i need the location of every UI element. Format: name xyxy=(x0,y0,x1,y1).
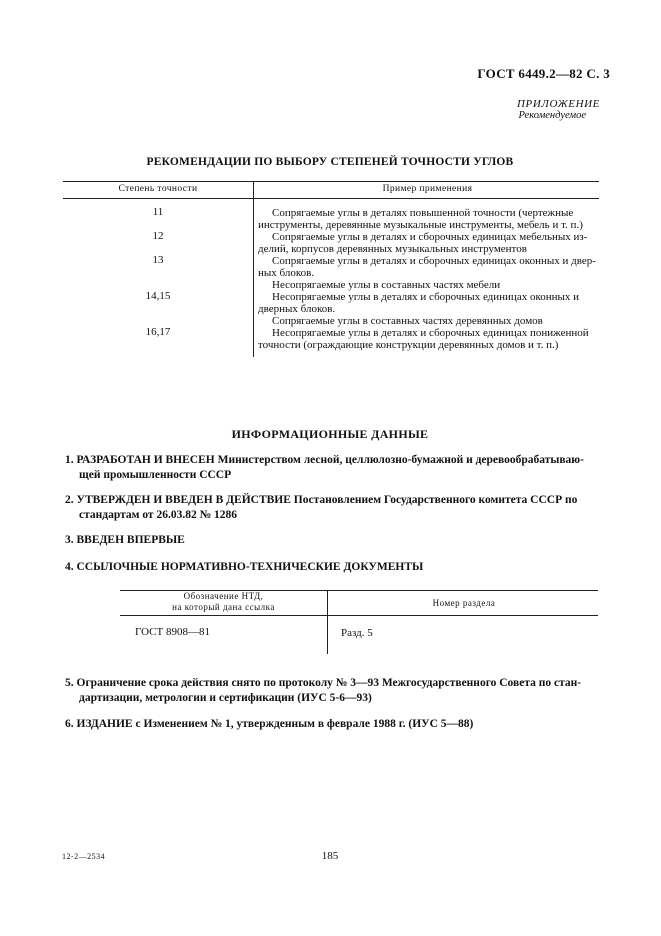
table-header-document: Обозначение НТД, xyxy=(183,591,264,601)
info-item-2 xyxy=(65,493,605,508)
info-item-heading: 2. УТВЕРЖДЕН И ВВЕДЕН В ДЕЙСТВИЕ xyxy=(65,494,291,506)
info-item-1 xyxy=(65,453,605,468)
table-cell-text: ных блоков. xyxy=(258,267,315,279)
table-cell-text: Сопрягаемые углы в составных частях деревянных домов xyxy=(272,315,543,327)
table-cell-text: Сопрягаемые углы в деталях и сборочных единицах оконных и двер- xyxy=(272,255,596,267)
table-cell-text: делий, корпусов деревянных музыкальных инструментов xyxy=(258,243,527,255)
info-item-5: 5. Ограничение срока действия снято по протоколу № 3—93 Межгосударственного Совета по стан- xyxy=(65,677,582,689)
info-title: ИНФОРМАЦИОННЫЕ ДАННЫЕ xyxy=(231,427,429,441)
table-cell-text: точности (ограждающие конструкции деревянных домов и т. п.) xyxy=(258,339,559,351)
table-cell-text: Несопрягаемые углы в деталях и сборочных единицах пониженной xyxy=(272,327,589,339)
table-header-document-line2: на который дана ссылка xyxy=(172,602,275,612)
table-cell-degree: 16,17 xyxy=(145,326,171,338)
table-cell-text: Несопрягаемые углы в составных частях мебели xyxy=(272,279,501,291)
table-cell-text: Сопрягаемые углы в деталях и сборочных единицах мебельных из- xyxy=(272,231,588,243)
table-header-degree: Степень точности xyxy=(118,184,198,194)
table-cell-text: Несопрягаемые углы в деталях и сборочных единицах оконных и xyxy=(272,291,580,303)
table-cell-degree: 14,15 xyxy=(145,290,171,302)
info-item-text: Постановлением Государственного комитета СССР по xyxy=(293,494,578,506)
table-cell-degree: 12 xyxy=(152,230,164,242)
table-header-rule xyxy=(120,615,598,616)
table-top-rule xyxy=(63,181,599,182)
table-cell-text: дверных блоков. xyxy=(258,303,336,315)
info-item-text: Министерством лесной, целлюлозно-бумажной и деревообрабатываю- xyxy=(217,454,584,466)
table-cell-section: Разд. 5 xyxy=(341,627,373,639)
info-item-5-cont: дартизации, метрологии и сертификации (ИУС 5-6—93) xyxy=(79,692,372,704)
info-item-6: 6. ИЗДАНИЕ с Изменением № 1, утвержденным в феврале 1988 г. (ИУС 5—88) xyxy=(65,718,474,730)
page-number: 185 xyxy=(321,850,339,862)
table-cell-text: инструменты, деревянные музыкальные инструменты, мебель и т. п.) xyxy=(258,219,583,231)
info-item-3: 3. ВВЕДЕН ВПЕРВЫЕ xyxy=(65,534,185,546)
table-cell-document: ГОСТ 8908—81 xyxy=(135,626,210,638)
table-header-example: Пример применения xyxy=(382,184,473,194)
info-item-heading: 1. РАЗРАБОТАН И ВНЕСЕН xyxy=(65,454,215,466)
appendix-label: ПРИЛОЖЕНИЕ xyxy=(517,98,600,110)
info-item-2-cont: стандартам от 26.03.82 № 1286 xyxy=(79,509,238,521)
table-column-divider xyxy=(253,181,254,357)
table-header-section: Номер раздела xyxy=(432,598,496,608)
standard-code: ГОСТ 6449.2—82 С. 3 xyxy=(477,66,610,81)
section-title: РЕКОМЕНДАЦИИ ПО ВЫБОРУ СТЕПЕНЕЙ ТОЧНОСТИ УГЛОВ xyxy=(146,156,514,168)
info-item-1-cont: щей промышленности СССР xyxy=(79,469,232,481)
table-column-divider xyxy=(327,590,328,654)
table-header-rule xyxy=(63,198,599,199)
table-cell-degree: 13 xyxy=(152,254,164,266)
info-item-4: 4. ССЫЛОЧНЫЕ НОРМАТИВНО-ТЕХНИЧЕСКИЕ ДОКУМЕНТЫ xyxy=(65,561,424,573)
appendix-note: Рекомендуемое xyxy=(518,110,586,121)
table-cell-text: Сопрягаемые углы в деталях повышенной точности (чертежные xyxy=(272,207,574,219)
table-cell-degree: 11 xyxy=(152,206,164,218)
print-code: 12-2—2534 xyxy=(62,852,106,861)
